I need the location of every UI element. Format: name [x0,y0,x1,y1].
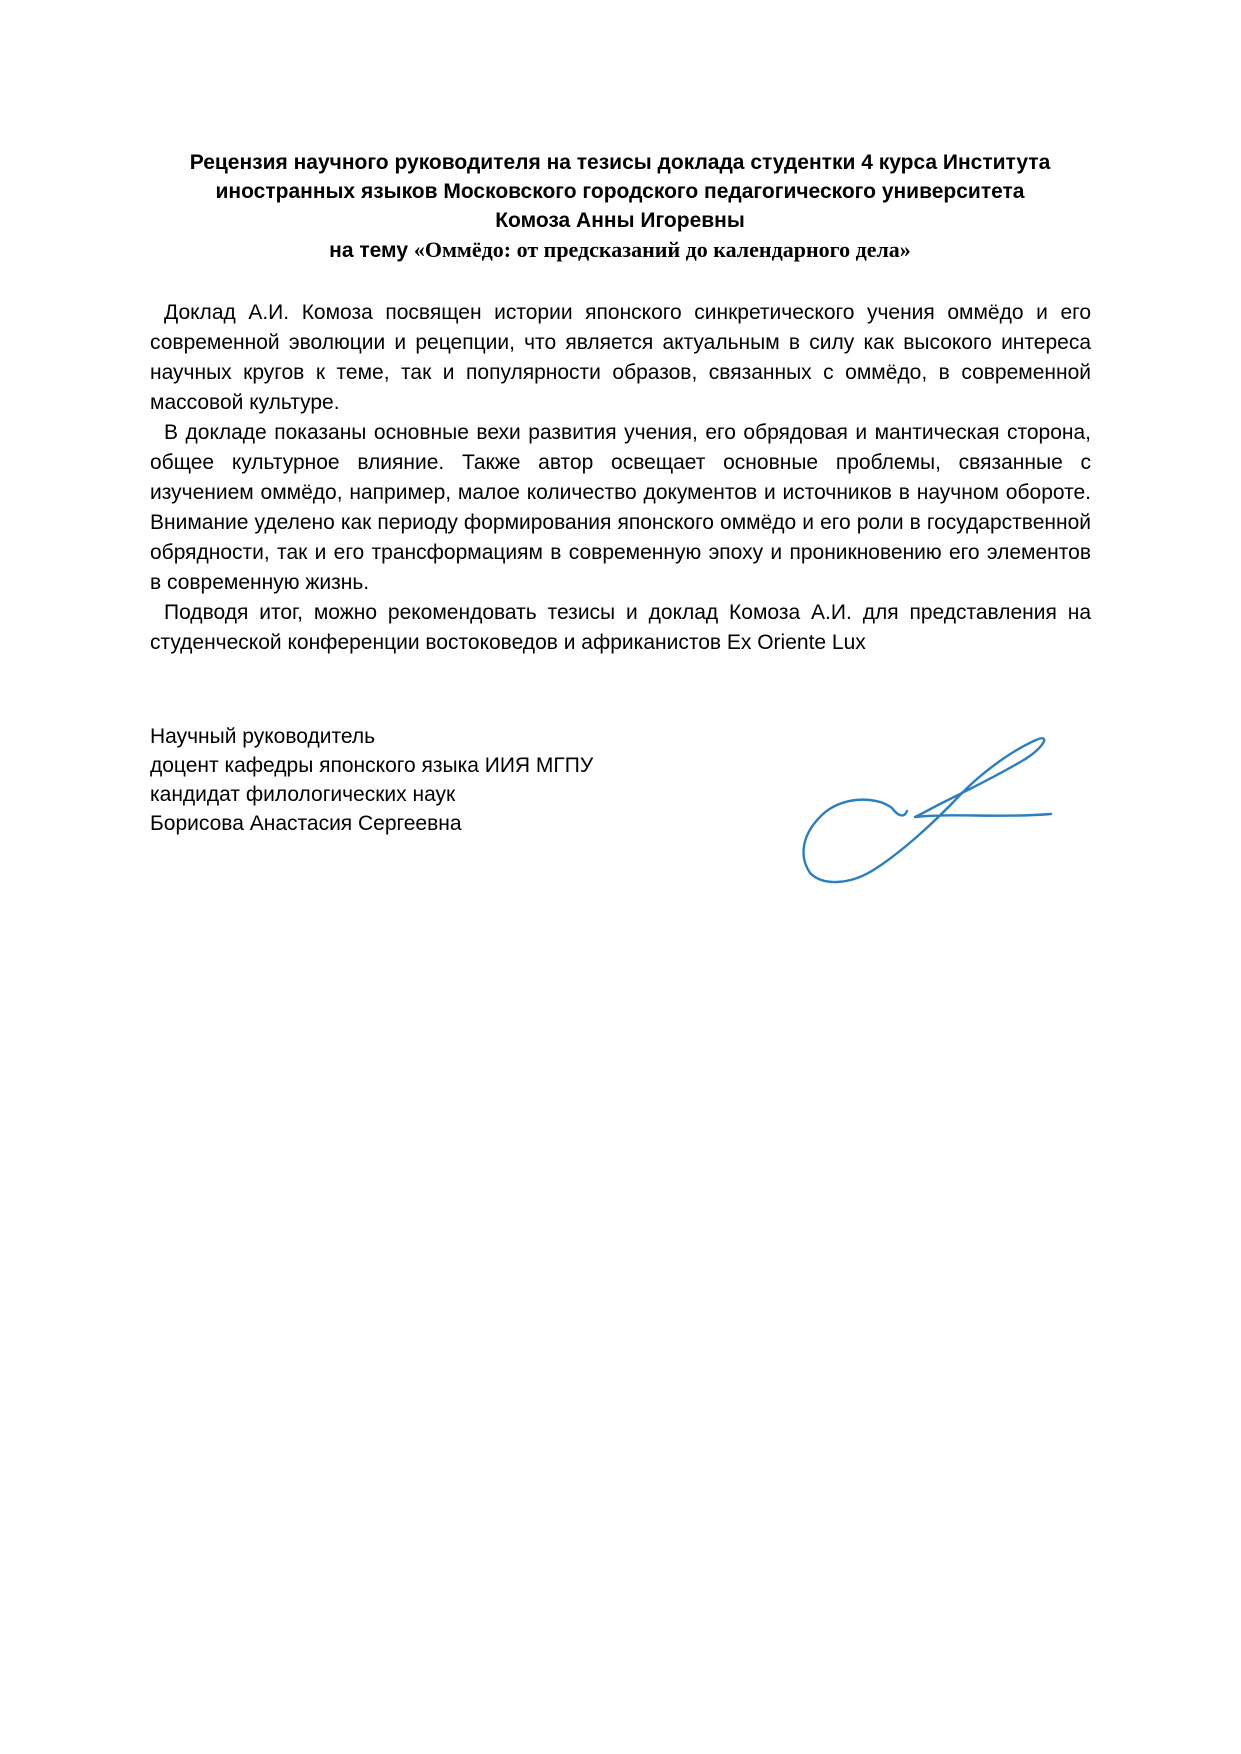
signer-role: Научный руководитель [150,725,376,748]
review-body [150,298,1091,658]
topic-prefix: на тему [329,239,414,262]
paragraph-3: Подводя итог, можно рекомендовать тезисы и доклад Комоза А.И. для представления на студенческой конференции востоковедов и африканистов Ex Oriente Lux [150,601,1091,654]
signer-name: Борисова Анастасия Сергеевна [150,812,462,835]
title-line-1: Рецензия научного руководителя на тезисы доклада студентки 4 курса Института [189,151,1051,174]
review-title [150,148,1090,265]
signer-degree: кандидат филологических наук [150,783,456,806]
signer-position: доцент кафедры японского языка ИИЯ МГПУ [150,754,594,777]
signer-block [150,722,750,838]
paragraph-1: Доклад А.И. Комоза посвящен истории японского синкретического учения оммёдо и его современной эволюции и рецепции, что является актуальным в силу как высокого интереса научных кругов к теме, так и популярности образов, связанных с оммёдо, в современной массовой культуре. [150,301,1091,414]
paragraph-2: В докладе показаны основные вехи развития учения, его обрядовая и мантическая сторона, общее культурное влияние. Также автор освещает основные проблемы, связанные с изучением оммёдо, например, малое количество документов и источников в научном обороте. Внимание уделено как периоду формирования японского оммёдо и его роли в государственной обрядности, так и его трансформациям в современную эпоху и проникновению его элементов в современную жизнь. [150,421,1091,594]
title-topic-line [150,235,1090,265]
signature-stroke [804,738,1051,882]
title-line-3: Комоза Анны Игоревны [495,209,745,232]
handwritten-signature [800,735,1070,890]
title-line-2: иностранных языков Московского городского педагогического университета [215,180,1025,203]
topic-title: «Оммёдо: от предсказаний до календарного дела» [413,237,911,262]
